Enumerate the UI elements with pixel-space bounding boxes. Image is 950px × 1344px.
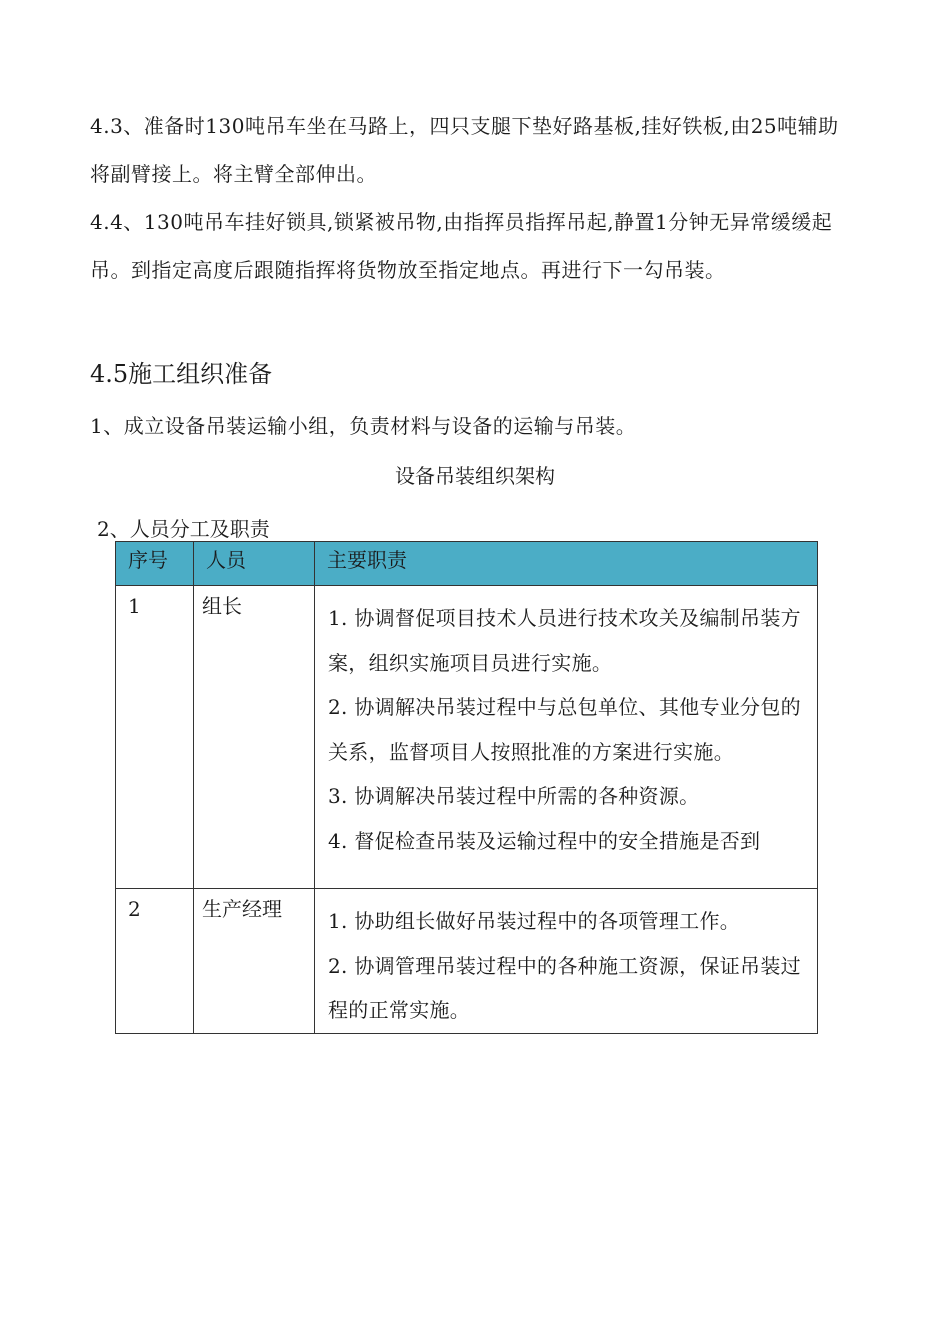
list-item-1: 1、成立设备吊装运输小组，负责材料与设备的运输与吊装。 — [90, 414, 637, 438]
list-item-2: 2、人员分工及职责 — [97, 517, 270, 541]
duty-item: 3. 协调解决吊装过程中所需的各种资源。 — [328, 784, 700, 808]
header-index: 序号 — [116, 542, 194, 586]
cell-duties — [315, 889, 818, 1034]
duty-item: 1. 协调督促项目技术人员进行技术攻关及编制吊装方案，组织实施项目员进行实施。 — [328, 606, 801, 675]
header-role: 人员 — [194, 542, 315, 586]
duty-item: 4. 督促检查吊装及运输过程中的安全措施是否到 — [328, 828, 761, 853]
table-row — [116, 889, 818, 1034]
duties-list — [328, 596, 809, 888]
responsibility-table — [115, 541, 818, 1034]
duty-item: 2. 协调解决吊装过程中与总包单位、其他专业分包的关系，监督项目人按照批准的方案进行实施。 — [328, 695, 801, 764]
paragraph-4-3: 4.3、准备时130吨吊车坐在马路上，四只支腿下垫好路基板,挂好铁板,由25吨辅助将副臂接上。将主臂全部伸出。 — [90, 114, 839, 186]
duty-item: 1. 协助组长做好吊装过程中的各项管理工作。 — [328, 909, 741, 933]
paragraph-4-4: 4.4、130吨吊车挂好锁具,锁紧被吊物,由指挥员指挥吊起,静置1分钟无异常缓缓起吊。到指定高度后跟随指挥将货物放至指定地点。再进行下一勾吊装。 — [90, 210, 833, 282]
section-heading: 4.5施工组织准备 — [90, 360, 273, 388]
cell-duties — [315, 586, 818, 889]
cell-role: 生产经理 — [194, 889, 315, 1034]
duty-item: 2. 协调管理吊装过程中的各种施工资源，保证吊装过程的正常实施。 — [328, 953, 801, 1022]
cell-index: 1 — [116, 586, 194, 889]
cell-role: 组长 — [194, 586, 315, 889]
table-header-row — [116, 542, 818, 586]
table-row — [116, 586, 818, 889]
cell-index: 2 — [116, 889, 194, 1034]
header-duties: 主要职责 — [315, 542, 818, 586]
figure-caption: 设备吊装组织架构 — [395, 464, 555, 488]
